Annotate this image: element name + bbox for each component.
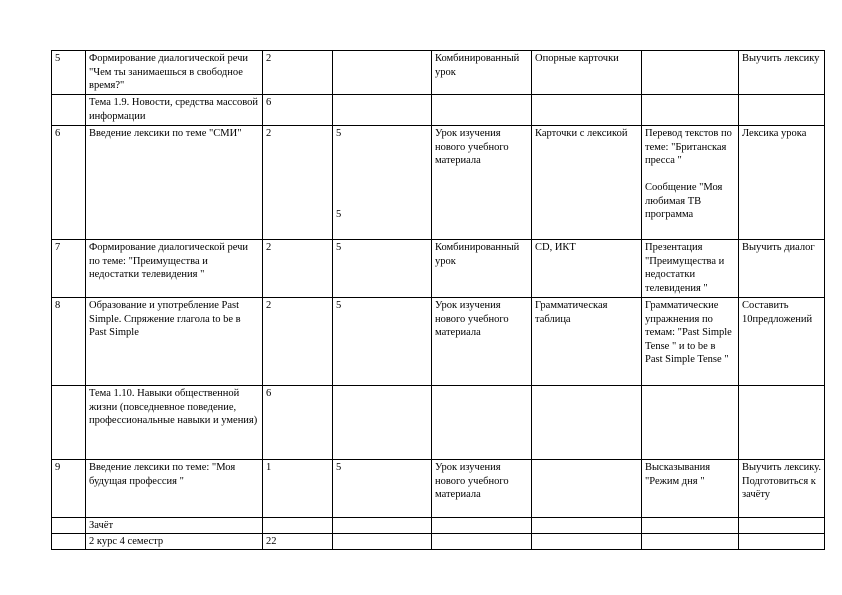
cell-self-study [333,518,432,534]
table-row [52,51,825,95]
cell-hours: 2 [263,298,333,386]
cell-materials: Опорные карточки [532,51,642,95]
cell-topic: Формирование диалогической речи "Чем ты занимаешься в свободное время?" [86,51,263,95]
table-row [52,534,825,550]
cell-number: 5 [52,51,86,95]
cell-homework: Лексика урока [739,126,825,240]
table-row [52,460,825,518]
cell-hours: 2 [263,51,333,95]
table-row [52,126,825,240]
cell-hours: 1 [263,460,333,518]
cell-number [52,518,86,534]
cell-lesson-type [432,386,532,460]
cell-lesson-type: Комбинированный урок [432,51,532,95]
cell-hours: 22 [263,534,333,550]
cell-lesson-type: Урок изучения нового учебного материала [432,460,532,518]
cell-hours: 6 [263,95,333,126]
table-row [52,240,825,298]
cell-extra-work: Перевод текстов по теме: "Британская пресса " Сообщение "Моя любимая ТВ программа [642,126,739,240]
cell-extra-work [642,534,739,550]
cell-self-study [333,51,432,95]
cell-materials [532,95,642,126]
cell-number: 9 [52,460,86,518]
cell-homework [739,534,825,550]
cell-materials: CD, ИКТ [532,240,642,298]
cell-materials: Карточки с лексикой [532,126,642,240]
cell-lesson-type [432,534,532,550]
cell-materials [532,518,642,534]
cell-materials: Грамматическая таблица [532,298,642,386]
table-row [52,386,825,460]
cell-lesson-type [432,95,532,126]
cell-number: 6 [52,126,86,240]
cell-self-study: 5 [333,298,432,386]
cell-self-study [333,95,432,126]
cell-lesson-type: Комбинированный урок [432,240,532,298]
cell-homework: Составить 10предложений [739,298,825,386]
lesson-plan-table [51,50,825,550]
cell-homework [739,386,825,460]
cell-homework [739,518,825,534]
cell-extra-work [642,51,739,95]
table-row [52,95,825,126]
cell-number: 7 [52,240,86,298]
cell-hours: 2 [263,126,333,240]
cell-self-study [333,534,432,550]
cell-number [52,534,86,550]
cell-hours: 6 [263,386,333,460]
cell-number [52,95,86,126]
cell-homework [739,95,825,126]
cell-lesson-type: Урок изучения нового учебного материала [432,298,532,386]
cell-extra-work [642,518,739,534]
cell-homework: Выучить лексику. Подготовиться к зачёту [739,460,825,518]
cell-number [52,386,86,460]
cell-lesson-type [432,518,532,534]
cell-topic: Формирование диалогической речи по теме: "Преимущества и недостатки телевидения " [86,240,263,298]
cell-topic: Зачёт [86,518,263,534]
cell-extra-work: Высказывания "Режим дня " [642,460,739,518]
cell-topic: Тема 1.10. Навыки общественной жизни (повседневное поведение, профессиональные навыки и умения) [86,386,263,460]
table-row [52,518,825,534]
cell-extra-work [642,95,739,126]
table-row [52,298,825,386]
cell-homework: Выучить лексику [739,51,825,95]
cell-lesson-type: Урок изучения нового учебного материала [432,126,532,240]
cell-extra-work: Презентация "Преимущества и недостатки телевидения " [642,240,739,298]
cell-self-study: 5 [333,460,432,518]
cell-extra-work: Грамматические упражнения по темам: "Past Simple Tense " и to be в Past Simple Tense " [642,298,739,386]
cell-topic: 2 курс 4 семестр [86,534,263,550]
cell-topic: Тема 1.9. Новости, средства массовой информации [86,95,263,126]
cell-materials [532,534,642,550]
cell-topic: Образование и употребление Past Simple. Спряжение глагола to be в Past Simple [86,298,263,386]
cell-extra-work [642,386,739,460]
cell-number: 8 [52,298,86,386]
cell-topic: Введение лексики по теме: "Моя будущая профессия " [86,460,263,518]
cell-materials [532,460,642,518]
cell-materials [532,386,642,460]
cell-topic: Введение лексики по теме "СМИ" [86,126,263,240]
cell-homework: Выучить диалог [739,240,825,298]
cell-self-study: 5 [333,240,432,298]
cell-hours: 2 [263,240,333,298]
cell-self-study [333,386,432,460]
cell-hours [263,518,333,534]
cell-self-study: 5 5 [333,126,432,240]
